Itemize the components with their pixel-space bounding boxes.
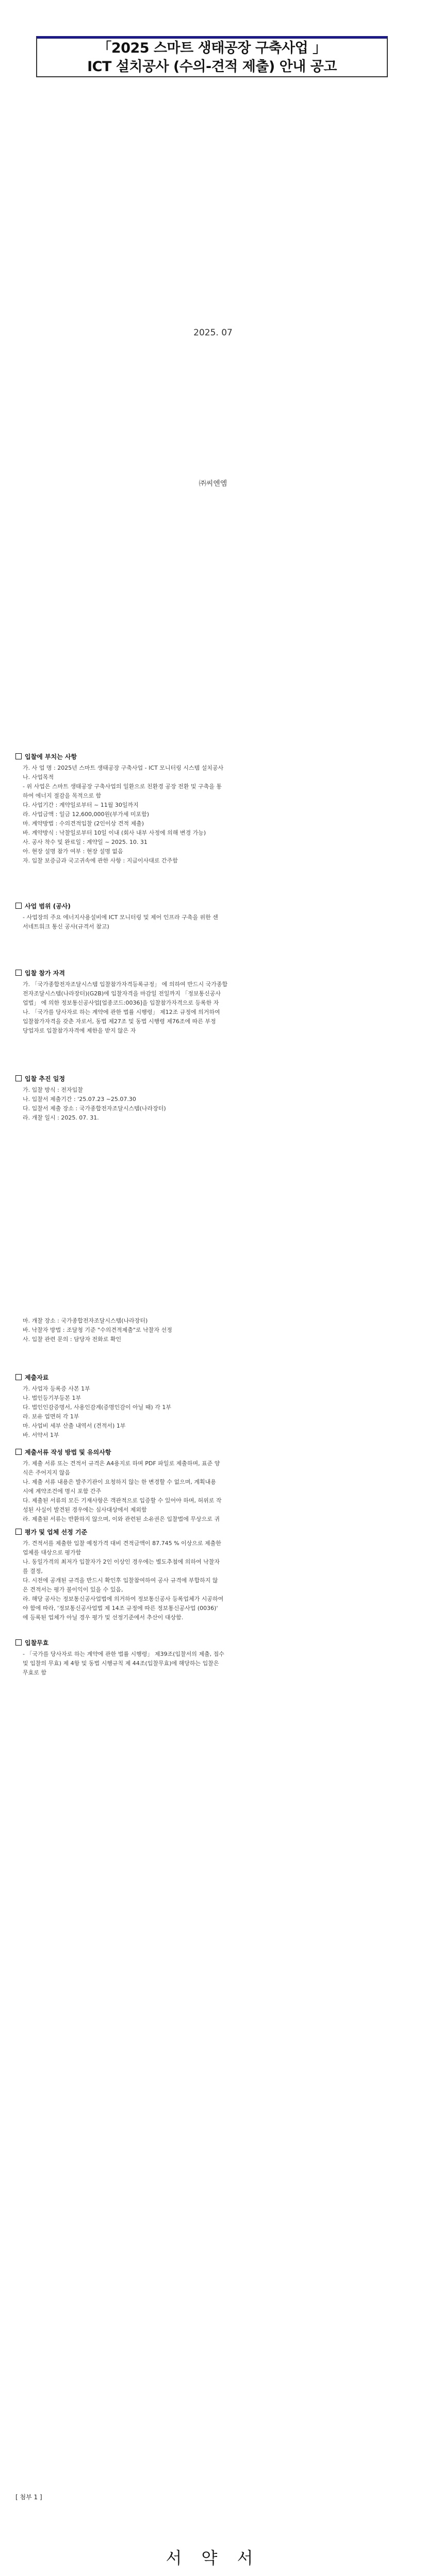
section-body <box>23 1539 404 1622</box>
section-line: 를 결정, <box>23 1568 43 1574</box>
section-line: - 「국가를 당사자로 하는 계약에 관한 법률 시행령」 제39조(입찰서의 제출, 접수 <box>23 1651 224 1657</box>
section-line: 나. 입찰서 제출기간 : '25.07.23 ~25.07.30 <box>23 1096 136 1103</box>
section-line: 다. 제출된 서류의 모든 기재사항은 객관적으로 입증할 수 있어야 하며, 허위로 작 <box>23 1497 222 1504</box>
section-heading-text: 입찰무효 <box>25 1639 49 1647</box>
title-line-1: 「2025 스마트 생태공장 구축사업 」 <box>97 40 326 56</box>
section-heading-text: 제출자료 <box>25 1374 49 1381</box>
section-line: 하여 에너지 절감을 목적으로 함 <box>23 792 102 799</box>
section-body <box>23 980 404 1036</box>
section-heading <box>15 1638 48 1647</box>
section-line: 업법」 에 의한 정보통신공사업[업종코드:0036]을 입찰참가자격으로 등록한 자 <box>23 999 219 1006</box>
pledge-title: 서 약 서 <box>166 2548 260 2568</box>
section-line: - 위 사업은 스마트 생태공장 구축사업의 일환으로 친환경 공장 전환 및 구축을 통 <box>23 783 222 790</box>
section-line: 라. 제출된 서류는 반환하지 않으며, 이와 관련된 소유권은 입찰법에 무상으로 귀 <box>23 1516 220 1522</box>
section-line: 나. 제출 서류 내용은 발주기관이 요청하지 않는 한 변경할 수 없으며, 계획내용 <box>23 1479 216 1485</box>
section-line: 나. 법인등기부등본 1부 <box>23 1395 81 1401</box>
section-line: 무효로 함 <box>23 1669 47 1676</box>
section-line: 라. 보유 업면허 각 1부 <box>23 1413 79 1420</box>
checkbox-square-icon <box>15 1075 22 1081</box>
section-line: 나. 사업목적 <box>23 774 54 781</box>
section-heading <box>15 1074 65 1083</box>
section-line: 아. 현장 설명 참가 여부 : 현장 설명 없음 <box>23 848 123 855</box>
section-line: 입찰참가자격을 갖춘 자로서, 동법 제27조 및 동법 시행령 제76조에 따른 부정 <box>23 1018 216 1025</box>
section-line: 다. 입찰서 제출 장소 : 국가종합전자조달시스템(나라장터) <box>23 1105 166 1112</box>
announcement-title-box <box>36 36 388 77</box>
section-body <box>23 764 404 866</box>
section-line: 라. 개찰 일시 : 2025. 07. 31. <box>23 1114 99 1121</box>
section-line: 가. 입찰 방식 : 전자입찰 <box>23 1087 83 1093</box>
section-heading <box>15 969 65 977</box>
section-body <box>23 1459 404 1524</box>
checkbox-square-icon <box>15 903 22 909</box>
section-line: 가. 견적서를 제출한 입찰 예정가격 대비 견적금액이 87.745 % 이상으로 제출한 <box>23 1540 221 1547</box>
section-line: 업체를 대상으로 평가함 <box>23 1549 81 1556</box>
section-heading <box>15 1528 87 1536</box>
section-line: 바. 서약서 1부 <box>23 1432 59 1438</box>
announcement-date: 2025. 07 <box>193 328 233 338</box>
section-heading <box>15 1373 48 1382</box>
section-line: 시에 계약조건에 명시 포함 간주 <box>23 1488 102 1495</box>
section-heading <box>15 752 77 761</box>
section-line: 가. 「국가종합전자조달시스템 입찰참가자격등록규정」 에 의하여 반드시 국가종합 <box>23 981 228 988</box>
checkbox-square-icon <box>15 1529 22 1535</box>
section-heading-text: 입찰 참가 자격 <box>25 970 65 977</box>
section-line: 성된 사실이 발견된 경우에는 심사대상에서 제외함 <box>23 1506 147 1513</box>
section-line: 나. 동일가격의 최저가 입찰자가 2인 이상인 경우에는 별도추첨에 의하여 낙찰자 <box>23 1558 220 1565</box>
section-line: 다. 사업기간 : 계약일로부터 ~ 11월 30일까지 <box>23 802 139 808</box>
checkbox-square-icon <box>15 753 22 759</box>
checkbox-square-icon <box>15 1639 22 1646</box>
section-line: 자. 입찰 보증금과 국고귀속에 관한 사항 : 지급이사대로 간주함 <box>23 857 178 864</box>
section-heading-text: 평가 및 업체 선정 기준 <box>25 1529 88 1536</box>
section-body <box>23 913 404 931</box>
section-line: 바. 낙찰자 방법 : 조달청 기준 "수의견적제출"로 낙찰자 선정 <box>23 1327 172 1333</box>
checkbox-square-icon <box>15 970 22 976</box>
title-line-2: ICT 설치공사 (수의-견적 제출) 안내 공고 <box>87 58 337 75</box>
section-line: 식은 주어지지 않음 <box>23 1469 71 1476</box>
section-line: 나. 「국가를 당사자로 하는 계약에 관한 법률 시행령」 제12조 규정에 의거하여 <box>23 1009 220 1015</box>
section-body <box>23 1316 404 1344</box>
section-heading-text: 제출서류 작성 방법 및 유의사항 <box>25 1449 111 1456</box>
checkbox-square-icon <box>15 1449 22 1455</box>
section-line: 다. 시전에 공개된 규격을 반드시 확인후 입찰참여하여 공사 규격에 부합하지 않 <box>23 1577 218 1584</box>
section-line: 가. 제출 서류 또는 견적서 규격은 A4용지로 하며 PDF 파일로 제출하며, 표준 양 <box>23 1460 220 1467</box>
attachment-label: [ 첨부 1 ] <box>15 2494 42 2501</box>
section-body <box>23 1384 404 1440</box>
section-heading <box>15 1448 111 1456</box>
section-line: - 사업장의 주요 에너지사용설비에 ICT 모니터링 및 제어 인프라 구축을 위한 센 <box>23 914 218 921</box>
section-body <box>23 1086 404 1123</box>
section-body <box>23 1650 404 1677</box>
section-line: 은 견적서는 평가 불이익이 있을 수 있음, <box>23 1586 123 1593</box>
section-line: 사. 공사 착수 및 완료일 : 계약일 ~ 2025. 10. 31 <box>23 839 148 845</box>
section-line: 야 함에 따라, '정보통신공사업법 제 14조 규정에 따른 정보통신공사업 (0036)' <box>23 1605 218 1612</box>
section-heading-text: 사업 범위 (공사) <box>25 903 71 910</box>
section-line: 바. 계약방식 : 낙찰일로부터 10일 이내 (회사 내부 사정에 의해 변경 가능) <box>23 829 206 836</box>
section-line: 에 등록된 업체가 아닐 경우 평가 및 선정기준에서 추산이 대상함. <box>23 1614 184 1621</box>
section-line: 다. 법인인감증명서, 사용인감계(증명인감이 아닐 때) 각 1부 <box>23 1404 171 1411</box>
section-heading-text: 입찰에 부치는 사항 <box>25 753 77 760</box>
section-line: 마. 개찰 장소 : 국가종합전자조달시스템(나라장터) <box>23 1317 148 1324</box>
section-line: 라. 해당 공사는 정보통신공사업법에 의거하여 정보통신공사 등록업체가 시공하여 <box>23 1596 224 1602</box>
section-line: 서네트워크 통신 공사(규격서 참고) <box>23 923 109 930</box>
section-line: 가. 사업자 등록증 사본 1부 <box>23 1385 90 1392</box>
checkbox-square-icon <box>15 1374 22 1380</box>
section-line: 마. 계약방법 : 수의견적입찰 (2인이상 견적 제출) <box>23 820 144 827</box>
section-heading-text: 입찰 추진 일정 <box>25 1075 65 1082</box>
section-line: 전자조달시스템(나라장터)(G2B)에 입찰자격을 마감일 전일까지 「정보통신공사 <box>23 990 221 997</box>
section-line: 당업자로 입찰참가자격에 제한을 받지 않은 자 <box>23 1027 136 1034</box>
section-heading <box>15 902 71 910</box>
section-line: 라. 사업금액 : 일금 12,600,000원(부가세 미포함) <box>23 811 150 818</box>
issuing-organization: ㈜씨엔엠 <box>199 480 227 488</box>
section-line: 및 입찰의 무효) 제 4항 및 동법 시행규칙 제 44조(입찰무효)에 해당하는 입찰은 <box>23 1660 219 1667</box>
section-line: 가. 사 업 명 : 2025년 스마트 생태공장 구축사업 - ICT 모니터링 시스템 설치공사 <box>23 765 224 771</box>
section-line: 사. 입찰 관련 문의 : 담당자 전화로 확인 <box>23 1336 122 1343</box>
section-line: 마. 사업비 세부 산출 내역서 (견적서) 1부 <box>23 1422 126 1429</box>
